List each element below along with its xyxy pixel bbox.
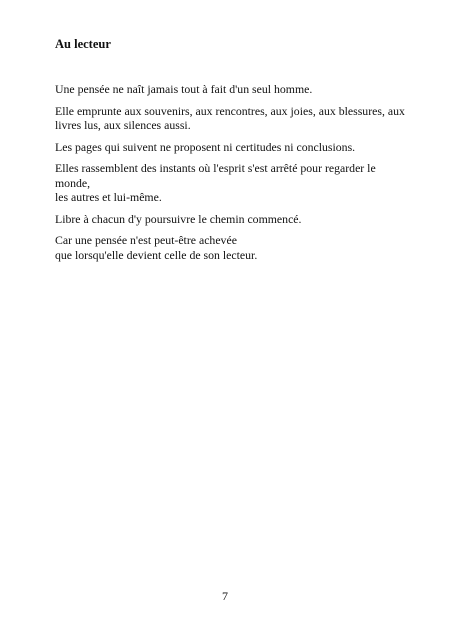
paragraph-3: Les pages qui suivent ne proposent ni certitudes ni conclusions. [55, 139, 356, 154]
paragraph-1: Une pensée ne naît jamais tout à fait d'un seul homme. [55, 82, 313, 96]
paragraph-5: Libre à chacun d'y poursuivre le chemin commencé. [55, 211, 302, 226]
page-number: 7 [222, 589, 228, 603]
paragraph-6: Car une pensée n'est peut-être achevée que lorsqu'elle devient celle de son lecteur. [55, 233, 258, 262]
paragraph-4: Elles rassemblent des instants où l'esprit s'est arrêté pour regarder le monde, les autres et lui-même. [55, 161, 376, 204]
body-text [55, 82, 405, 269]
paragraph-2: Elle emprunte aux souvenirs, aux rencontres, aux joies, aux blessures, aux livres lus, aux silences aussi. [55, 103, 405, 132]
section-heading: Au lecteur [55, 37, 111, 51]
